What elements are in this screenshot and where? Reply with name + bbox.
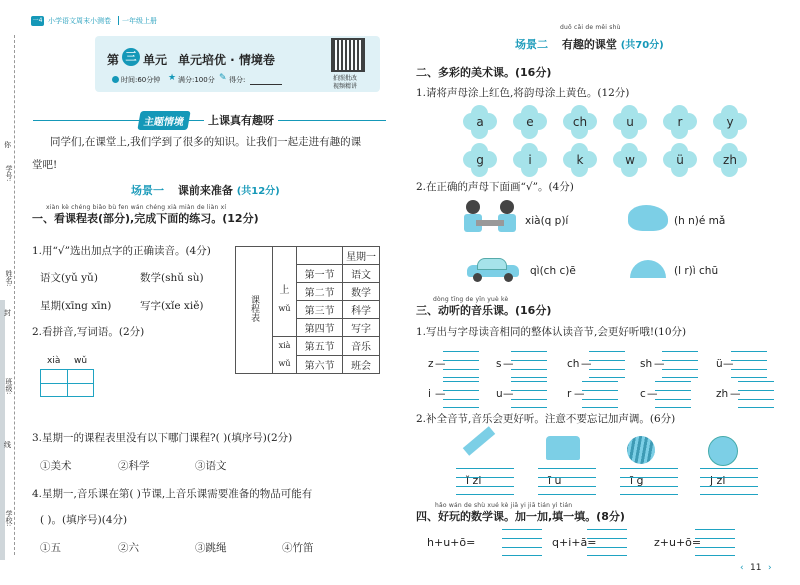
schedule-subject: 科学 [343, 301, 380, 319]
math-answer-1[interactable] [502, 529, 542, 555]
header-series: 小学语文周末小测卷 [48, 17, 111, 25]
pencil-icon: ✎ [219, 73, 227, 83]
syllable-cell[interactable] [443, 381, 479, 407]
q1-3-o2: ②科学 [118, 460, 150, 472]
flower-cell[interactable] [663, 143, 697, 177]
tianzige-box[interactable] [40, 369, 94, 397]
q1-4-text2: ( )。(填序号)(4分) [40, 514, 128, 526]
flower-label: zh [723, 153, 737, 167]
q2-p3: qì(ch c)ē [530, 265, 576, 277]
unit-number-badge: 三 [122, 48, 140, 66]
theme-intro-2: 堂吧! [32, 159, 58, 171]
schedule-am: 上 wǔ [273, 265, 297, 337]
scene1-points: (共12分) [236, 186, 280, 197]
dash: — [647, 388, 658, 400]
unit-title: 单元培优 · 情境卷 [178, 53, 275, 67]
page-number: 11 [750, 563, 762, 573]
unit-score: 满分:100分 [178, 76, 215, 84]
flower-cell[interactable] [563, 105, 597, 139]
letter-label: ü [716, 358, 723, 370]
scene2-pinyin: duō cǎi de měi shù [560, 24, 621, 31]
syllable-line-1[interactable] [456, 468, 514, 494]
schedule-subject: 班会 [343, 355, 380, 374]
letter-label: r [567, 388, 572, 400]
syllable-line-3[interactable] [620, 468, 678, 494]
syllable-cell[interactable] [655, 381, 691, 407]
q1-4-text1: 4.星期一,音乐课在第( )节课,上音乐课需要准备的物品可能有 [32, 488, 313, 500]
q3-title: 三、动听的音乐课。(16分) [416, 304, 552, 317]
schedule-period: 第一节 [297, 265, 343, 283]
q3-s3: ī g [630, 474, 644, 487]
binding-line [14, 35, 15, 555]
flower-label: g [476, 153, 484, 167]
header-grade: 一年级上册 [122, 17, 157, 25]
letter-label: zh [716, 388, 729, 400]
prev-arrow-icon[interactable]: ‹ [740, 563, 744, 573]
unit-got: 得分: [229, 76, 246, 84]
flower-label: r [677, 115, 683, 129]
q3-sub2: 2.补全音节,音乐会更好听。注意不要忘记加声调。(6分) [416, 413, 676, 425]
schedule-header: 星期一 [343, 247, 380, 265]
flower-label: e [526, 115, 534, 129]
dash: — [503, 358, 514, 370]
q1-1-c: 星期(xīng xīn) [40, 300, 112, 312]
flower-label: a [476, 115, 484, 129]
schedule-period: 第三节 [297, 301, 343, 319]
letter-label: u [496, 388, 503, 400]
schedule-label: 课程表 [236, 247, 273, 374]
q1-1-b: 数学(shǔ sù) [140, 272, 204, 284]
syllable-cell[interactable] [443, 351, 479, 377]
q4-e3: z+u+ō= [654, 536, 702, 549]
side-label-feng: 封 [4, 309, 11, 317]
schedule-pm: xià wǔ [273, 337, 297, 374]
flower-cell[interactable] [713, 143, 747, 177]
q1-pinyin: xiàn kè chéng biǎo bù fen wán chéng xià miàn de liàn xí [46, 204, 227, 211]
ruler-icon [463, 426, 495, 456]
q1-4-o3: ③跳绳 [195, 542, 227, 554]
dash: — [723, 358, 734, 370]
syllable-cell[interactable] [731, 351, 767, 377]
flower-cell[interactable] [463, 105, 497, 139]
syllable-cell[interactable] [582, 381, 618, 407]
scene2-points: (共70分) [620, 40, 664, 51]
q1-4-o1: ①五 [40, 542, 61, 554]
sunrise-icon [630, 260, 666, 278]
letter-label: sh [640, 358, 653, 370]
dash: — [654, 358, 665, 370]
math-answer-2[interactable] [587, 529, 627, 555]
hippo-icon [628, 205, 668, 231]
q4-e2: q+i+ā= [552, 536, 597, 549]
scene1-label: 场景一 [131, 184, 164, 197]
flower-cell[interactable] [613, 143, 647, 177]
side-label-xuehao: 学号: [5, 165, 13, 182]
schedule-subject: 数学 [343, 283, 380, 301]
letter-label: ch [567, 358, 580, 370]
car-icon [467, 257, 519, 281]
scene2-label: 场景二 [515, 38, 548, 51]
q3-s2: ī u [548, 474, 562, 487]
side-label-xuexiao: 学校: [5, 510, 13, 527]
flower-label: ü [676, 153, 684, 167]
syllable-line-4[interactable] [700, 468, 758, 494]
scene2-title: 有趣的课堂 [561, 38, 617, 51]
theme-intro-1: 同学们,在课堂上,我们学到了很多的知识。让我们一起走进有趣的课 [50, 136, 362, 148]
unit-suffix: 单元 [143, 53, 168, 67]
letter-label: z [428, 358, 434, 370]
syllable-cell[interactable] [511, 351, 547, 377]
q1-1-text: 1.用“√”选出加点字的正确读音。(4分) [32, 245, 211, 257]
q4-pinyin: hǎo wán de shù xué kè jiā yi jiā tián yì tián [435, 502, 573, 509]
q3-pinyin: dòng tīng de yīn yuè kè [433, 296, 509, 303]
scene1-title: 课前来准备 [177, 184, 233, 197]
q2-p4: (l r)ì chū [674, 265, 719, 277]
flower-cell[interactable] [463, 143, 497, 177]
q1-2-py1: xià [47, 356, 61, 366]
dash: — [581, 358, 592, 370]
schedule-subject: 语文 [343, 265, 380, 283]
qr-code-icon[interactable] [333, 40, 363, 70]
flower-label: y [726, 115, 734, 129]
schedule-period: 第二节 [297, 283, 343, 301]
theme-title: 上课真有趣呀 [204, 112, 278, 128]
syllable-cell[interactable] [738, 381, 774, 407]
score-line [250, 84, 282, 85]
theme-badge: 主题情境 [137, 111, 190, 130]
syllable-line-2[interactable] [538, 468, 596, 494]
flower-label: ch [572, 115, 588, 129]
q1-4-o2: ②六 [118, 542, 139, 554]
side-label-xingming: 姓名: [5, 270, 13, 287]
schedule-subject: 音乐 [343, 337, 380, 356]
unit-prefix: 第 [107, 53, 120, 67]
q2-title: 二、多彩的美术课。(16分) [416, 66, 552, 79]
syllable-cell[interactable] [662, 351, 698, 377]
star-icon: ★ [168, 73, 177, 83]
q3-s1: ǐ zi [466, 474, 482, 487]
q4-e1: h+u+ō= [427, 536, 476, 549]
qr-caption-2: 视频精讲 [333, 83, 358, 90]
schedule-table [235, 246, 380, 374]
q2-p1: xià(q p)í [525, 215, 569, 227]
flower-cell[interactable] [613, 105, 647, 139]
syllable-cell[interactable] [589, 351, 625, 377]
q2-p2: (h n)é mǎ [674, 215, 726, 227]
header-tag: 一4 [32, 17, 43, 24]
side-label-banji: 班级: [5, 378, 13, 395]
q1-3-o3: ③语文 [195, 460, 227, 472]
q4-title: 四、好玩的数学课。加一加,填一填。(8分) [416, 510, 625, 523]
dash: — [435, 388, 446, 400]
clock-icon [112, 76, 119, 83]
q1-1-d: 写字(xǐe xiě) [140, 300, 204, 312]
scene1-heading [131, 182, 280, 198]
dash: — [730, 388, 741, 400]
q1-title: 一、看课程表(部分),完成下面的练习。(12分) [32, 212, 259, 225]
flower-cell[interactable] [563, 143, 597, 177]
letter-label: i [428, 388, 431, 400]
flower-label: u [626, 115, 634, 129]
q1-4-o4: ④竹笛 [282, 542, 314, 554]
shirt-icon [546, 436, 580, 460]
side-label-xian: 线 [4, 441, 11, 449]
flower-cell[interactable] [713, 105, 747, 139]
flower-label: i [528, 153, 532, 167]
q2-sub1: 1.请将声母涂上红色,将韵母涂上黄色。(12分) [416, 87, 630, 99]
unit-time: 时间:60分钟 [121, 76, 161, 84]
scene2-heading [515, 36, 664, 52]
schedule-period: 第六节 [297, 355, 343, 374]
flower-cell[interactable] [513, 143, 547, 177]
q1-3-o1: ①美术 [40, 460, 72, 472]
dash: — [503, 388, 514, 400]
q1-3-text: 3.星期一的课程表里没有以下哪门课程?( )(填序号)(2分) [32, 432, 293, 444]
q1-1-a: 语文(yǔ yǔ) [40, 272, 98, 284]
schedule-period: 第四节 [297, 319, 343, 337]
globe-icon [708, 436, 738, 466]
next-arrow-icon[interactable]: › [768, 563, 772, 573]
q1-2-text: 2.看拼音,写词语。(2分) [32, 326, 145, 338]
syllable-cell[interactable] [511, 381, 547, 407]
q3-sub1: 1.写出与字母读音相同的整体认读音节,会更好听哦!(10分) [416, 326, 687, 338]
schedule-subject: 写字 [343, 319, 380, 337]
math-answer-3[interactable] [695, 529, 735, 555]
flower-cell[interactable] [663, 105, 697, 139]
letter-label: c [640, 388, 646, 400]
flower-cell[interactable] [513, 105, 547, 139]
flower-label: w [625, 153, 635, 167]
q1-2-py2: wǔ [74, 356, 88, 366]
q2-sub2: 2.在正确的声母下面画“√”。(4分) [416, 181, 574, 193]
dash: — [574, 388, 585, 400]
flower-label: k [576, 153, 584, 167]
watermelon-icon [627, 436, 655, 464]
dash: — [435, 358, 446, 370]
side-label-you: 你 [4, 141, 11, 149]
letter-label: s [496, 358, 502, 370]
header-divider [118, 16, 119, 25]
qr-caption-1: 拍照批改 [333, 75, 358, 82]
q3-s4: j zi [710, 474, 726, 487]
kids-chess-icon [462, 198, 520, 240]
schedule-period: 第五节 [297, 337, 343, 356]
